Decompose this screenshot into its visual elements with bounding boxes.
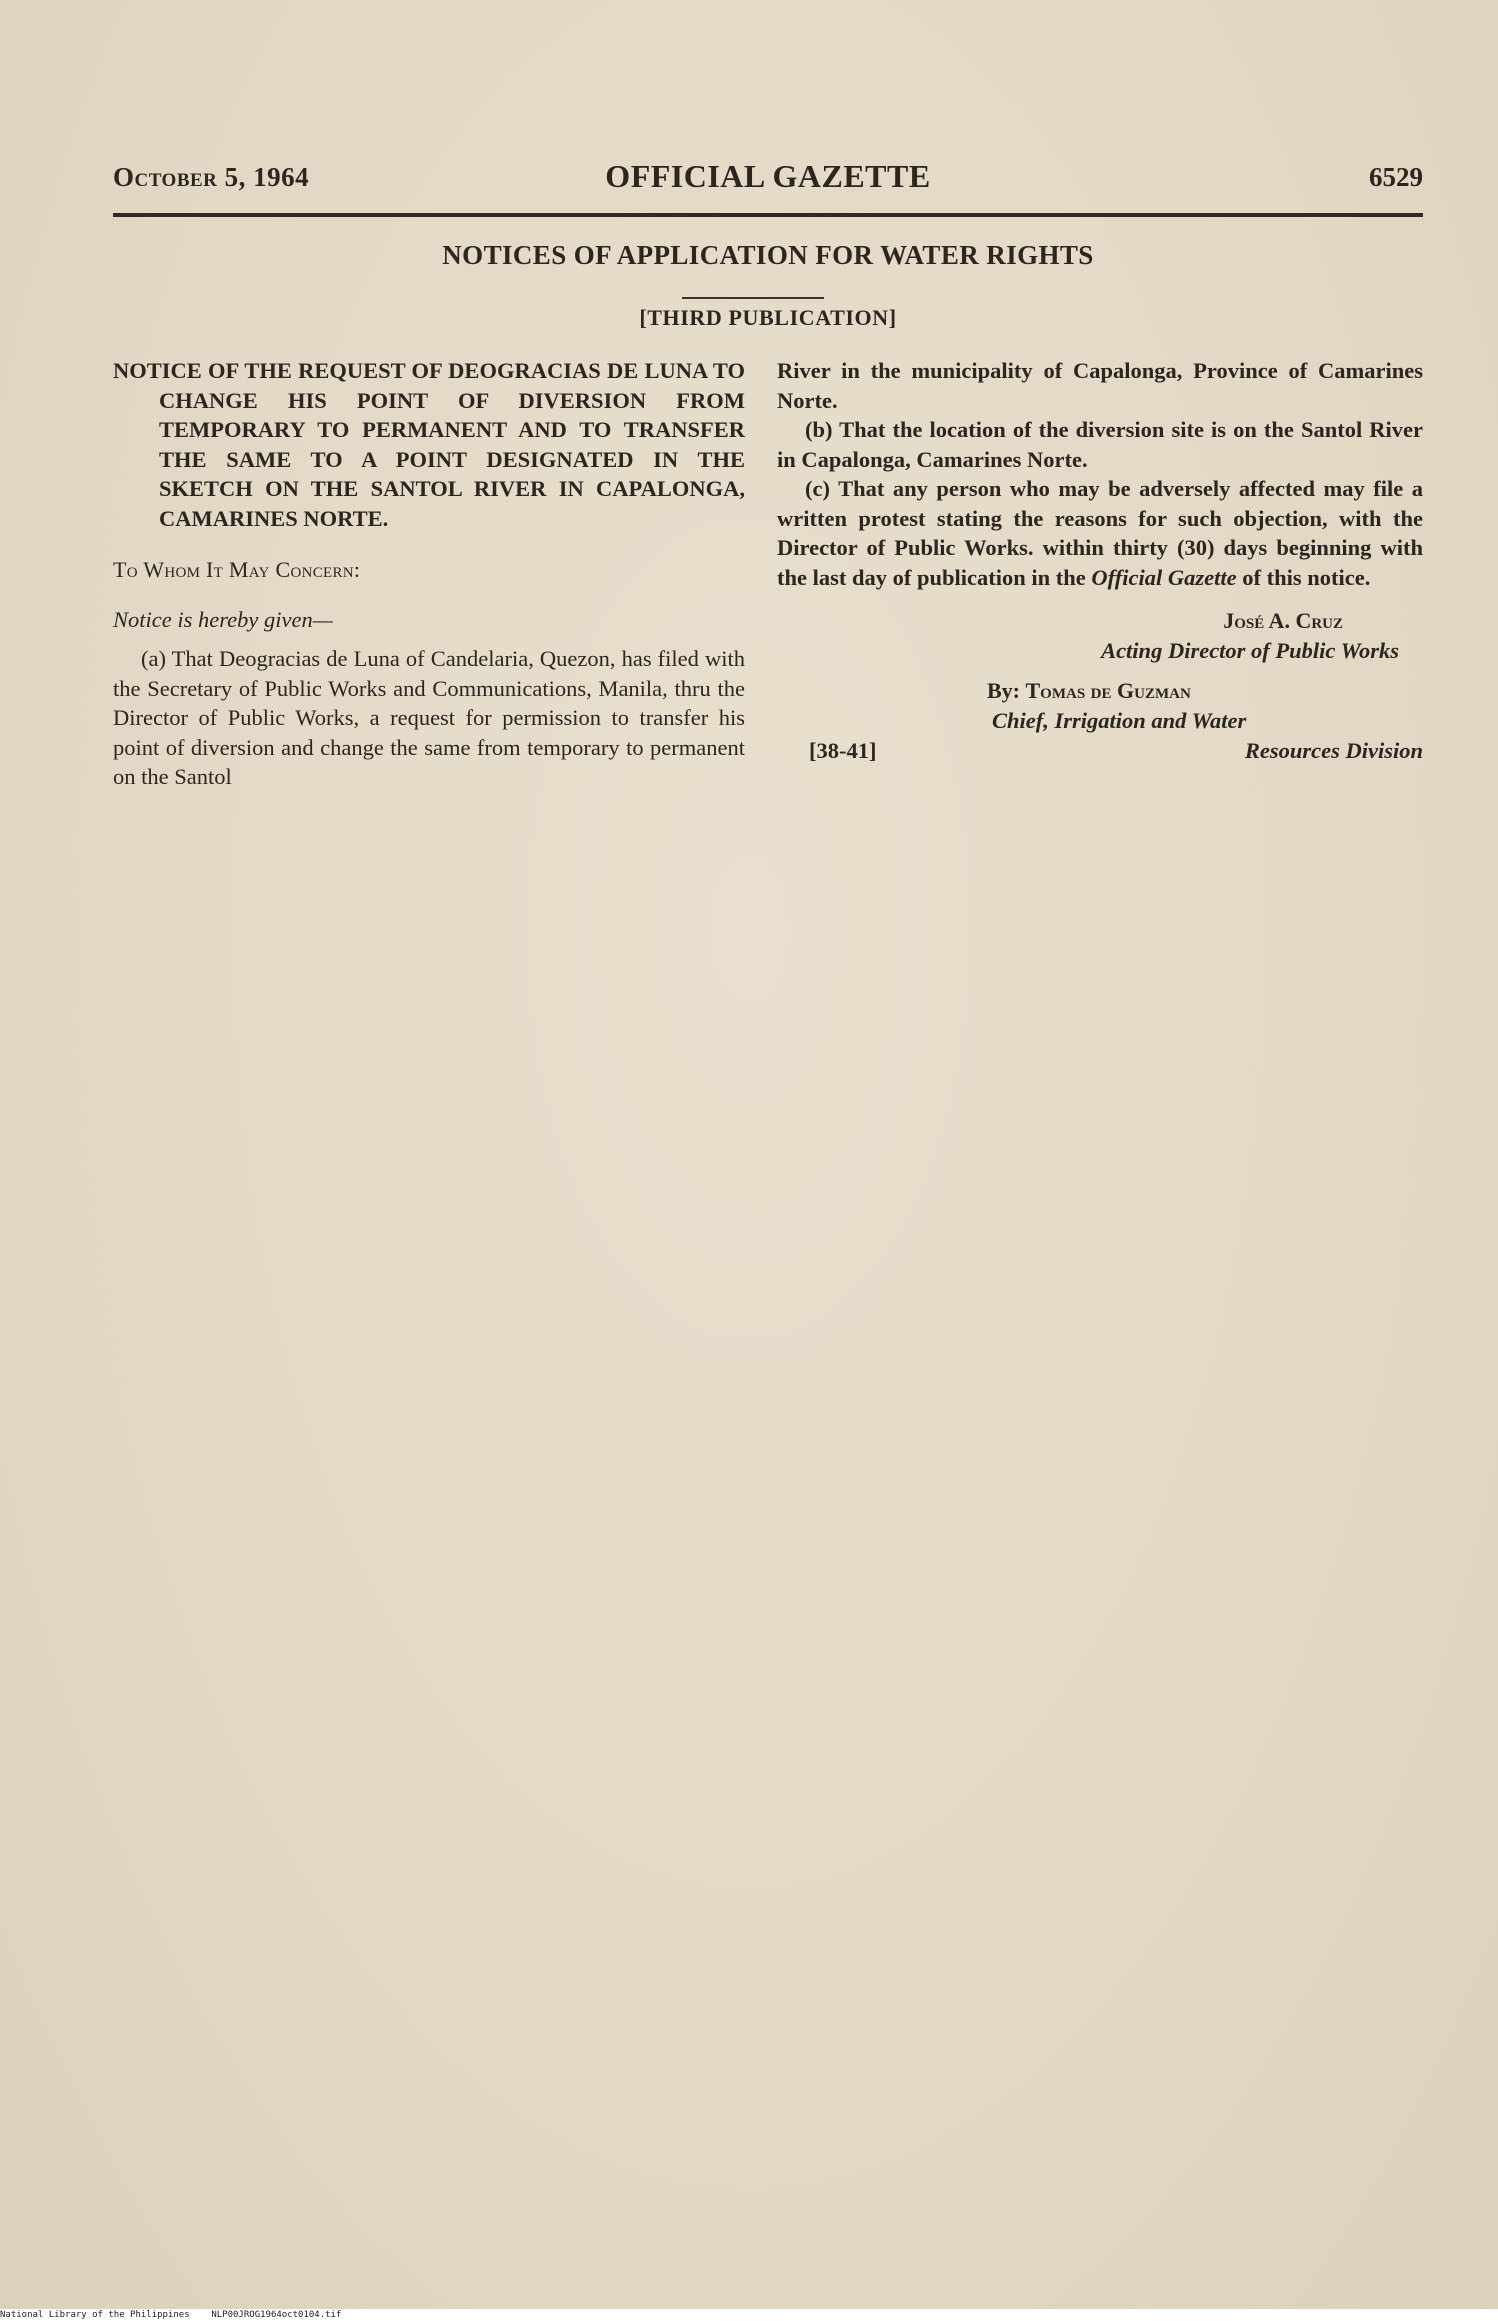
publication-reference: [38-41] — [809, 738, 877, 763]
paragraph-a — [113, 644, 745, 792]
gazette-reference: Official Gazette — [1091, 564, 1237, 590]
paragraph-a-text: That Deogracias de Luna of Candelaria, Quezon, has filed with the Secretary of Public Works and Communications, Manila, thru the Director of Public Works, a request for permission to transfer his point of diversion and change the same from temporary to permanent on the Santol — [113, 646, 745, 789]
section-title: NOTICES OF APPLICATION FOR WATER RIGHTS — [442, 240, 1094, 270]
left-column — [113, 356, 745, 792]
paragraph-c-text: That any person who may be adversely affected may file a written protest stating the reasons for such objection, with the Director of Public Works. within thirty (30) days beginning with the last day of publication in the — [777, 476, 1423, 590]
paragraph-c-end: of this notice. — [1242, 564, 1371, 590]
paragraph-c — [777, 474, 1423, 592]
footer-library: National Library of the Philippines — [0, 2310, 190, 2320]
paragraph-a-continued: River in the municipality of Capalonga, Province of Camarines Norte. — [777, 358, 1423, 413]
paragraph-c-label: (c) — [805, 476, 830, 501]
paragraph-a-label: (a) — [141, 646, 166, 671]
scan-footer — [0, 2309, 1498, 2321]
right-column — [777, 356, 1423, 776]
notice-heading: NOTICE OF THE REQUEST OF DEOGRACIAS DE LUNA TO CHANGE HIS POINT OF DIVERSION FROM TEMPORARY TO PERMANENT AND TO TRANSFER THE SAME TO A POINT DESIGNATED IN THE SKETCH ON THE SANTOL RIVER IN CAPALONGA, CAMARINES NORTE. — [113, 358, 745, 531]
page-header — [113, 158, 1423, 202]
signatory-title: Acting Director of Public Works — [1101, 638, 1399, 663]
header-date: October 5, 1964 — [113, 162, 310, 192]
section-divider — [682, 297, 824, 299]
by-line — [987, 676, 1191, 706]
page-number: 6529 — [1369, 162, 1423, 192]
publication-title: OFFICIAL GAZETTE — [605, 158, 931, 194]
header-rule — [113, 213, 1423, 217]
paragraph-b-text: That the location of the diversion site is on the Santol River in Capalonga, Camarines Norte. — [777, 417, 1423, 472]
paragraph-b-label: (b) — [805, 417, 833, 442]
chief-title: Chief, Irrigation and Water — [992, 708, 1247, 733]
by-name: Tomas de Guzman — [1025, 678, 1191, 703]
publication-label: [THIRD PUBLICATION] — [639, 305, 897, 330]
salutation: To Whom It May Concern: — [113, 557, 361, 582]
signatory-name: José A. Cruz — [1223, 608, 1343, 633]
paragraph-b — [777, 415, 1423, 474]
by-label: By: — [987, 678, 1020, 703]
signature-block — [777, 606, 1423, 776]
division-name: Resources Division — [1244, 738, 1423, 763]
footer-file: NLP00JROG1964oct0104.tif — [211, 2310, 342, 2320]
notice-given: Notice is hereby given— — [113, 606, 333, 632]
